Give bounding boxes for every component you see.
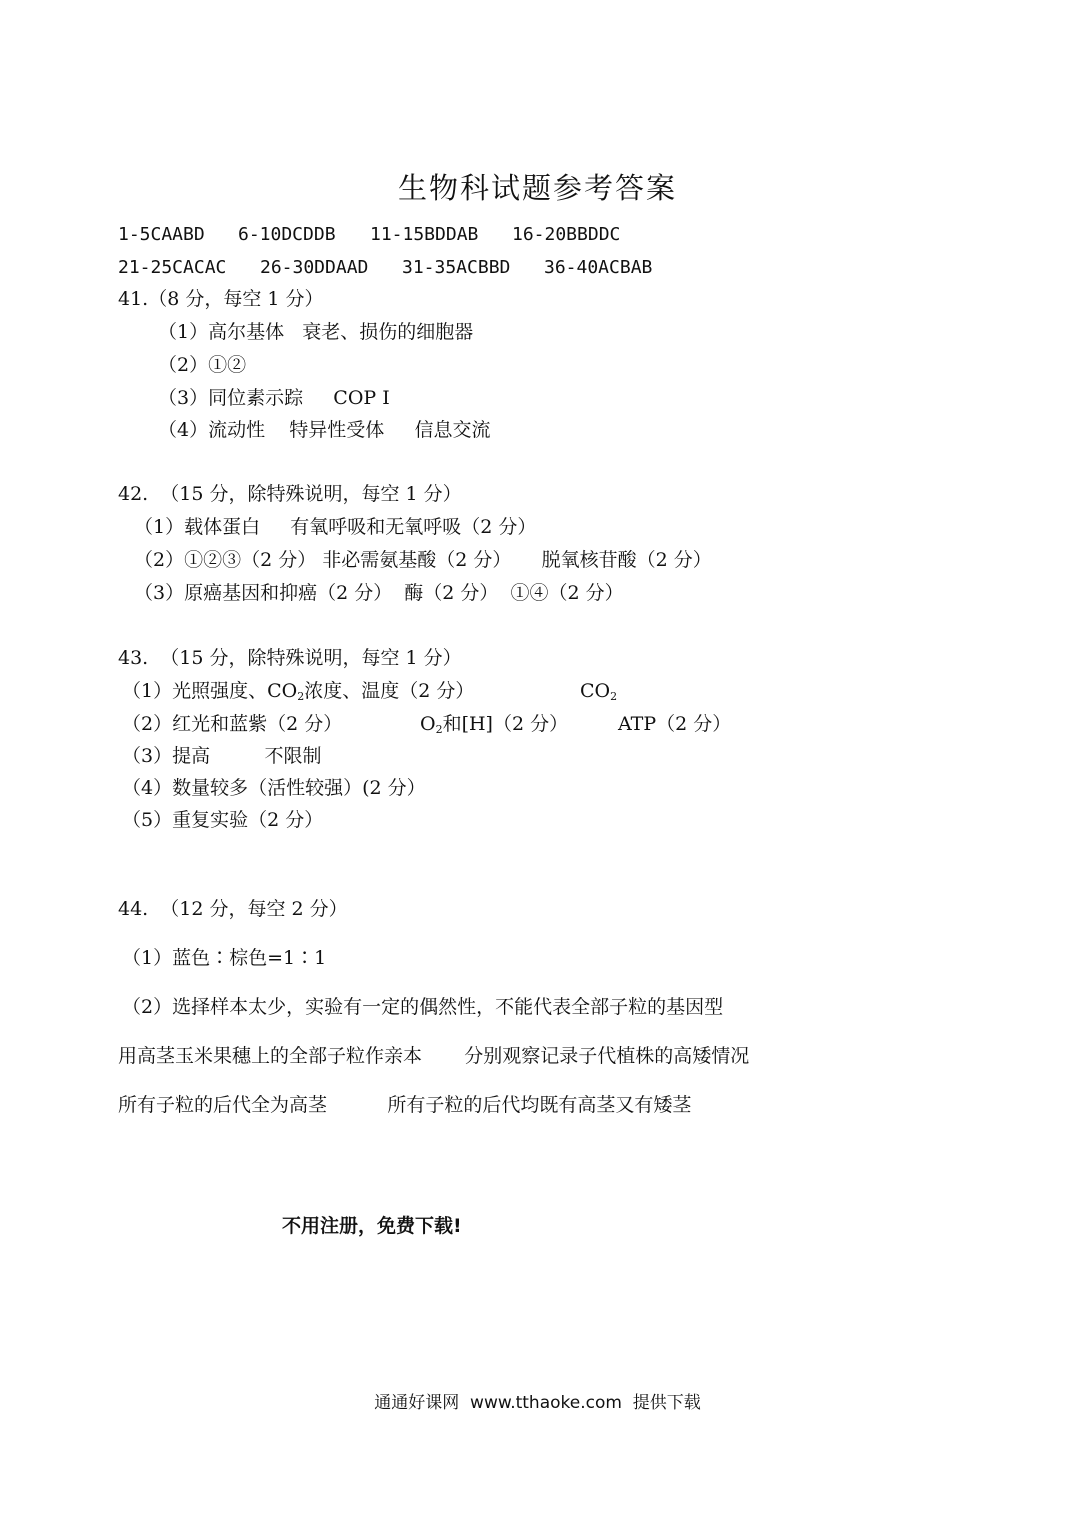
q42-answer-1: （1）载体蛋白 有氧呼吸和无氧呼吸（2 分） xyxy=(134,516,537,538)
q41-answer-1: （1）高尔基体 衰老、损伤的细胞器 xyxy=(158,321,474,343)
q43-answer-5: （5）重复实验（2 分） xyxy=(122,809,324,831)
q43-answer-2: （2）红光和蓝紫（2 分） xyxy=(122,713,343,735)
q43-answer-1-pre: （1）光照强度、CO xyxy=(122,680,298,702)
co2-sub: 2 xyxy=(610,690,618,703)
download-notice: 不用注册，免费下载! xyxy=(282,1215,462,1237)
q44-answer-1: （1）蓝色∶棕色=1∶1 xyxy=(122,947,327,969)
q43-answer-3: （3）提高 不限制 xyxy=(122,745,322,767)
q44-answer-3: 用高茎玉米果穗上的全部子粒作亲本 分别观察记录子代植株的高矮情况 xyxy=(118,1045,750,1067)
q43-header: 43. （15 分，除特殊说明，每空 1 分） xyxy=(118,647,462,669)
o2-post: 和[H]（2 分） xyxy=(442,713,569,735)
q41-header: 41.（8 分，每空 1 分） xyxy=(118,288,324,310)
q41-answer-4: （4）流动性 特异性受体 信息交流 xyxy=(158,419,491,441)
q41-answer-3: （3）同位素示踪 COP I xyxy=(158,387,390,409)
o2-sub: 2 xyxy=(435,723,443,736)
mc-answer-26-30: 26-30DDAAD xyxy=(260,257,369,278)
q43-answer-1 xyxy=(122,679,474,703)
q44-answer-4: 所有子粒的后代全为高茎 所有子粒的后代均既有高茎又有矮茎 xyxy=(118,1094,692,1116)
co2-label: CO xyxy=(580,680,611,702)
mc-answer-1-5: 1-5CAABD xyxy=(118,224,205,245)
q43-answer-1-sub: 2 xyxy=(297,690,305,703)
q44-header: 44. （12 分，每空 2 分） xyxy=(118,898,348,920)
q42-header: 42. （15 分，除特殊说明，每空 1 分） xyxy=(118,483,462,505)
mc-answer-36-40: 36-40ACBAB xyxy=(544,257,653,278)
mc-answer-31-35: 31-35ACBBD xyxy=(402,257,511,278)
q41-answer-2: （2）①② xyxy=(158,354,247,376)
mc-answer-11-15: 11-15BDDAB xyxy=(370,224,479,245)
footer-source: 通通好课网 www.tthaoke.com 提供下载 xyxy=(374,1393,701,1413)
q43-answer-4: （4）数量较多（活性较强）(2 分） xyxy=(122,777,426,799)
o2-label: O xyxy=(420,713,436,735)
q42-answer-2: （2）①②③（2 分） 非必需氨基酸（2 分） 脱氧核苷酸（2 分） xyxy=(134,549,712,571)
q43-answer-2-atp: ATP（2 分） xyxy=(618,713,732,735)
q43-answer-2-o2 xyxy=(420,712,568,736)
q43-answer-1-post: 浓度、温度（2 分） xyxy=(304,680,475,702)
q42-answer-3: （3）原癌基因和抑癌（2 分） 酶（2 分） ①④（2 分） xyxy=(134,582,624,604)
q44-answer-2: （2）选择样本太少，实验有一定的偶然性，不能代表全部子粒的基因型 xyxy=(122,996,724,1018)
mc-answer-16-20: 16-20BBDDC xyxy=(512,224,621,245)
q43-answer-1-co2 xyxy=(580,679,617,703)
mc-answer-21-25: 21-25CACAC xyxy=(118,257,227,278)
page-title: 生物科试题参考答案 xyxy=(397,171,677,205)
mc-answer-6-10: 6-10DCDDB xyxy=(238,224,336,245)
